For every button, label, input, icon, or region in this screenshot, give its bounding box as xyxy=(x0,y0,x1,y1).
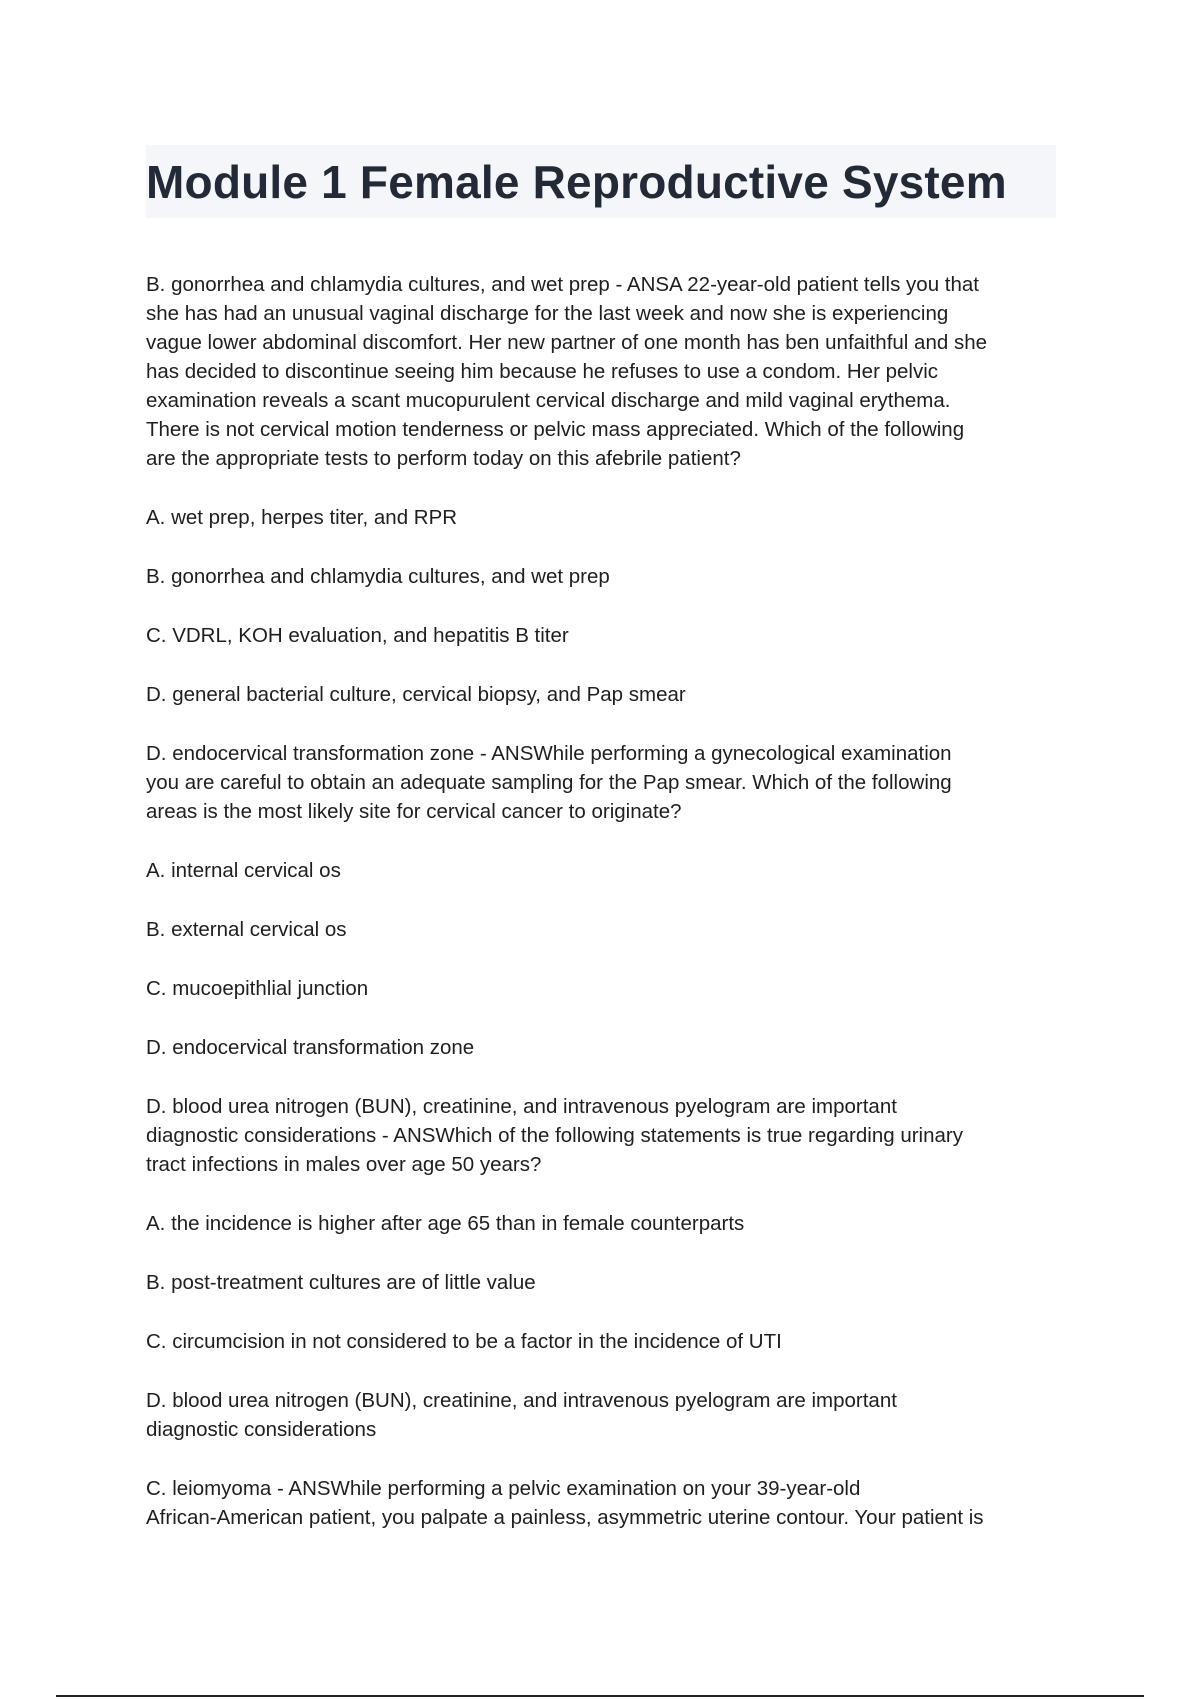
text-line: B. gonorrhea and chlamydia cultures, and wet prep xyxy=(146,565,610,588)
text-line: African-American patient, you palpate a painless, asymmetric uterine contour. Your patient is xyxy=(146,1506,984,1529)
text-line: B. gonorrhea and chlamydia cultures, and wet prep - ANSA 22-year-old patient tells you that xyxy=(146,273,980,296)
option-paragraph xyxy=(146,974,1066,1003)
option-paragraph xyxy=(146,562,1066,591)
text-line: diagnostic considerations xyxy=(146,1418,377,1441)
text-line: tract infections in males over age 50 years? xyxy=(146,1153,542,1176)
title-banner xyxy=(146,145,1056,218)
answer-question-paragraph xyxy=(146,1474,1066,1532)
text-line: B. external cervical os xyxy=(146,918,347,941)
option-paragraph xyxy=(146,680,1066,709)
text-line: D. general bacterial culture, cervical biopsy, and Pap smear xyxy=(146,683,686,706)
text-line: A. the incidence is higher after age 65 than in female counterparts xyxy=(146,1212,745,1235)
option-paragraph xyxy=(146,1209,1066,1238)
text-line: are the appropriate tests to perform today on this afebrile patient? xyxy=(146,447,741,470)
text-line: vague lower abdominal discomfort. Her new partner of one month has ben unfaithful and she xyxy=(146,331,988,354)
text-line: diagnostic considerations - ANSWhich of the following statements is true regarding urinary xyxy=(146,1124,963,1147)
text-line: D. endocervical transformation zone xyxy=(146,1036,475,1059)
text-line: A. internal cervical os xyxy=(146,859,341,882)
text-line: examination reveals a scant mucopurulent cervical discharge and mild vaginal erythema. xyxy=(146,389,951,412)
page-title: Module 1 Female Reproductive System xyxy=(146,155,1007,208)
answer-question-paragraph xyxy=(146,270,1066,473)
option-paragraph xyxy=(146,503,1066,532)
text-line: has decided to discontinue seeing him because he refuses to use a condom. Her pelvic xyxy=(146,360,939,383)
document-body xyxy=(146,270,1066,1562)
page-bottom-rule xyxy=(56,1695,1144,1697)
text-line: B. post-treatment cultures are of little value xyxy=(146,1271,536,1294)
answer-question-paragraph xyxy=(146,1092,1066,1179)
option-paragraph xyxy=(146,1386,1066,1444)
text-line: A. wet prep, herpes titer, and RPR xyxy=(146,506,458,529)
text-line: D. blood urea nitrogen (BUN), creatinine, and intravenous pyelogram are important xyxy=(146,1095,897,1118)
option-paragraph xyxy=(146,1327,1066,1356)
text-line: she has had an unusual vaginal discharge for the last week and now she is experiencing xyxy=(146,302,949,325)
option-paragraph xyxy=(146,621,1066,650)
option-paragraph xyxy=(146,1268,1066,1297)
text-line: D. endocervical transformation zone - ANSWhile performing a gynecological examination xyxy=(146,742,952,765)
text-line: C. leiomyoma - ANSWhile performing a pelvic examination on your 39-year-old xyxy=(146,1477,861,1500)
text-line: There is not cervical motion tenderness or pelvic mass appreciated. Which of the following xyxy=(146,418,965,441)
answer-question-paragraph xyxy=(146,739,1066,826)
text-line: you are careful to obtain an adequate sampling for the Pap smear. Which of the following xyxy=(146,771,952,794)
text-line: C. VDRL, KOH evaluation, and hepatitis B titer xyxy=(146,624,569,647)
option-paragraph xyxy=(146,915,1066,944)
option-paragraph xyxy=(146,1033,1066,1062)
text-line: D. blood urea nitrogen (BUN), creatinine, and intravenous pyelogram are important xyxy=(146,1389,897,1412)
text-line: areas is the most likely site for cervical cancer to originate? xyxy=(146,800,682,823)
text-line: C. circumcision in not considered to be a factor in the incidence of UTI xyxy=(146,1330,782,1353)
option-paragraph xyxy=(146,856,1066,885)
text-line: C. mucoepithlial junction xyxy=(146,977,369,1000)
